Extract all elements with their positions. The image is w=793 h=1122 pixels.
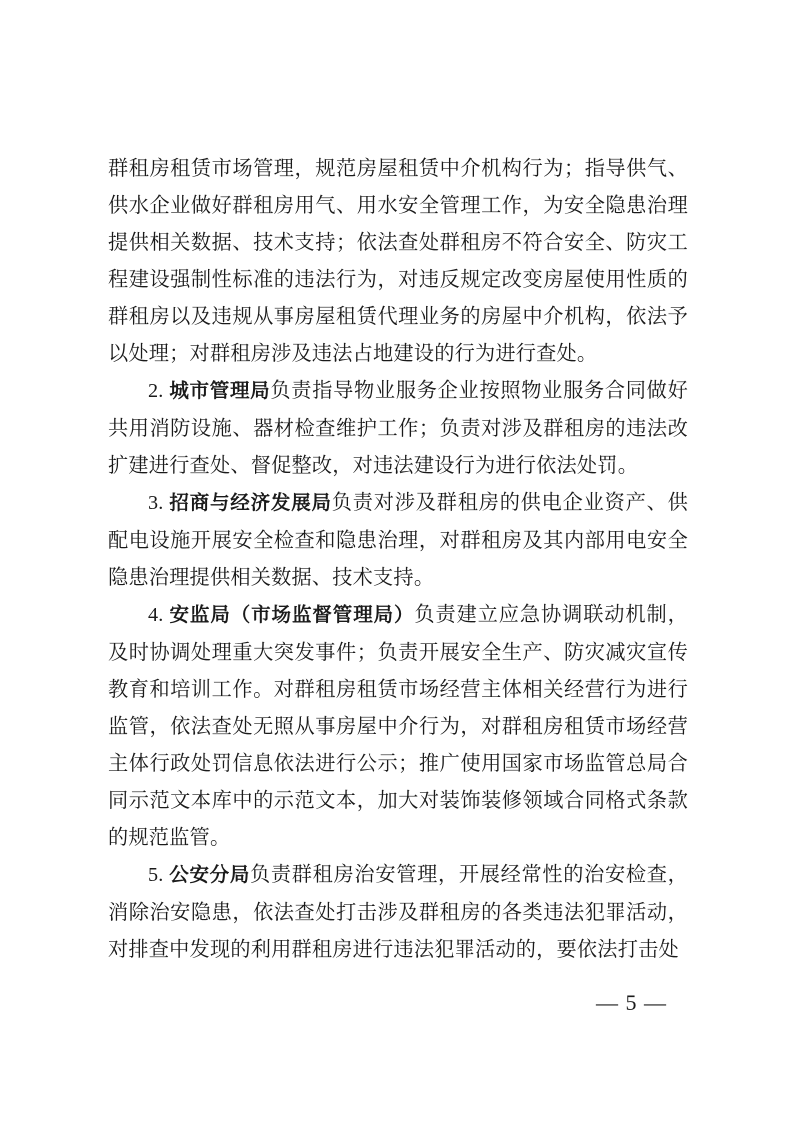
paragraph-4	[108, 596, 688, 856]
paragraph-2	[108, 372, 688, 484]
department-name: 安监局（市场监督管理局）	[169, 603, 415, 626]
item-number: 2.	[148, 380, 170, 402]
paragraph-5	[108, 856, 688, 968]
paragraph-text: 负责对涉及群租房的供电企业资产、供配电设施开展安全检查和隐患治理，对群租房及其内部用电安全隐患治理提供相关数据、技术支持。	[108, 490, 688, 589]
paragraph-continued	[108, 150, 688, 372]
paragraph-text: 负责建立应急协调联动机制，及时协调处理重大突发事件；负责开展安全生产、防灾减灾宣传教育和培训工作。对群租房租赁市场经营主体相关经营行为进行监管，依法查处无照从事房屋中介行为，对群租房租赁市场经营主体行政处罚信息依法进行公示；推广使用国家市场监管总局合同示范文本库中的示范文本，加大对装饰装修领域合同格式条款的规范监管。	[108, 602, 688, 849]
body-text	[108, 150, 688, 968]
department-name: 招商与经济发展局	[169, 491, 332, 514]
paragraph-text: 群租房租赁市场管理，规范房屋租赁中介机构行为；指导供气、供水企业做好群租房用气、用水安全管理工作，为安全隐患治理提供相关数据、技术支持；依法查处群租房不符合安全、防灾工程建设强制性标准的违法行为，对违反规定改变房屋使用性质的群租房以及违规从事房屋租赁代理业务的房屋中介机构，依法予以处理；对群租房涉及违法占地建设的行为进行查处。	[108, 156, 688, 365]
item-number: 3.	[148, 492, 170, 514]
department-name: 城市管理局	[169, 379, 271, 402]
page-number: — 5 —	[596, 990, 667, 1015]
paragraph-text: 负责指导物业服务企业按照物业服务合同做好共用消防设施、器材检查维护工作；负责对涉及群租房的违法改扩建进行查处、督促整改，对违法建设行为进行依法处罚。	[108, 378, 688, 477]
paragraph-text: 负责群租房治安管理，开展经常性的治安检查，消除治安隐患，依法查处打击涉及群租房的各类违法犯罪活动，对排查中发现的利用群租房进行违法犯罪活动的，要依法打击处	[108, 862, 688, 961]
item-number: 4.	[148, 604, 170, 626]
item-number: 5.	[148, 864, 170, 886]
department-name: 公安分局	[169, 863, 251, 886]
paragraph-3	[108, 484, 688, 596]
